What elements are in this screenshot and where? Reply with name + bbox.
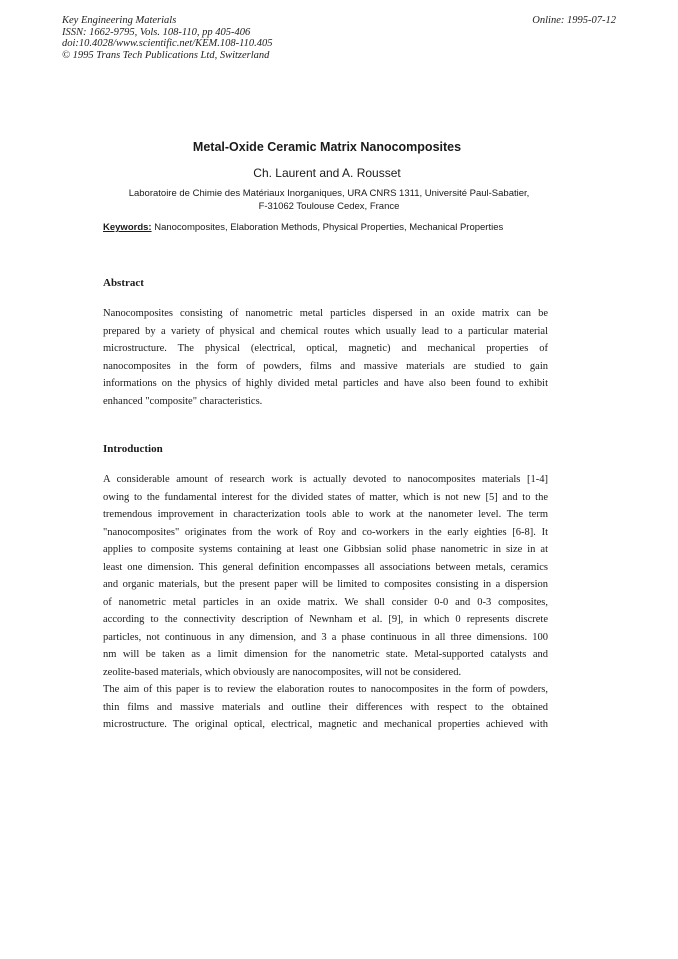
- introduction-line: least one dimension. This general definition encompasses all associations between metals, ceramics: [103, 561, 548, 573]
- abstract-line: nanocomposites in the form of powders, films and massive materials are studied to gain: [103, 360, 548, 372]
- introduction-line: of nanometric metal particles in an oxide matrix. We shall consider 0-0 and 0-3 composites,: [103, 596, 548, 608]
- introduction-line: according to the connectivity description of Newnham et al. [9], in which 0 represents discrete: [103, 614, 548, 625]
- keywords: [103, 222, 503, 233]
- abstract-line: informations on the physics of highly divided metal particles and have also been found to exhibit: [103, 378, 548, 389]
- introduction-line: tremendous improvement in characterization tools able to work at the nanometer level. The term: [103, 509, 548, 520]
- keywords-label: Keywords:: [103, 222, 152, 233]
- introduction-line: particles, not continuous in any dimension, and 3 a phase continuous in all three dimensions. 100: [103, 631, 548, 643]
- paper-authors: Ch. Laurent and A. Rousset: [253, 166, 401, 180]
- introduction-line: The aim of this paper is to review the elaboration routes to nanocomposites in the form of powders,: [103, 684, 548, 695]
- copyright-line: © 1995 Trans Tech Publications Ltd, Switzerland: [62, 49, 270, 61]
- introduction-line: A considerable amount of research work is actually devoted to nanocomposites materials [1-4]: [103, 474, 548, 485]
- keywords-text: Nanocomposites, Elaboration Methods, Physical Properties, Mechanical Properties: [151, 222, 504, 233]
- affiliation: [95, 187, 563, 213]
- paper-title: Metal-Oxide Ceramic Matrix Nanocomposites: [192, 140, 462, 154]
- introduction-heading: Introduction: [103, 443, 163, 455]
- introduction-line: microstructure. The original optical, electrical, magnetic and mechanical properties achieved with: [103, 719, 548, 730]
- abstract-line: prepared by a variety of physical and chemical routes which usually lead to a particular material: [103, 325, 548, 337]
- introduction-line: "nanocomposites" originates from the work of Roy and co-workers in the early eighties [6-8]. It: [103, 526, 548, 538]
- doi-line: doi:10.4028/www.scientific.net/KEM.108-110.405: [62, 38, 273, 49]
- journal-header: [62, 15, 272, 61]
- introduction-line: thin films and massive materials and outline their differences with respect to the obtained: [103, 701, 548, 713]
- abstract-heading: Abstract: [103, 277, 144, 289]
- introduction-line: owing to the fundamental interest for the divided states of matter, which is not new [5] and to the: [103, 491, 548, 503]
- issn-line: ISSN: 1662-9795, Vols. 108-110, pp 405-406: [62, 26, 251, 38]
- introduction-line: zeolite-based materials, which obviously are nanocomposites, will not be considered.: [103, 666, 462, 678]
- affiliation-line: Laboratoire de Chimie des Matériaux Inorganiques, URA CNRS 1311, Université Paul-Sabatier,: [128, 188, 530, 199]
- journal-name: Key Engineering Materials: [62, 15, 177, 26]
- abstract-line: microstructure. The physical (electrical, optical, magnetic) and mechanical properties of: [103, 343, 548, 354]
- introduction-body: [103, 471, 548, 734]
- abstract-line: Nanocomposites consisting of nanometric metal particles dispersed in an oxide matrix can be: [103, 308, 548, 319]
- introduction-line: and organic materials, but the present paper will be limited to composites consisting in a dispersion: [103, 579, 548, 590]
- online-date: Online: 1995-07-12: [532, 15, 616, 26]
- abstract-body: [103, 305, 548, 410]
- affiliation-line: F-31062 Toulouse Cedex, France: [258, 201, 400, 212]
- abstract-line: enhanced "composite" characteristics.: [103, 395, 263, 407]
- introduction-line: nm will be taken as a limit dimension for the nanometric state. Metal-supported catalysts and: [103, 649, 548, 660]
- introduction-line: applies to composite systems containing at least one Gibbsian solid phase nanometric in size in at: [103, 544, 548, 555]
